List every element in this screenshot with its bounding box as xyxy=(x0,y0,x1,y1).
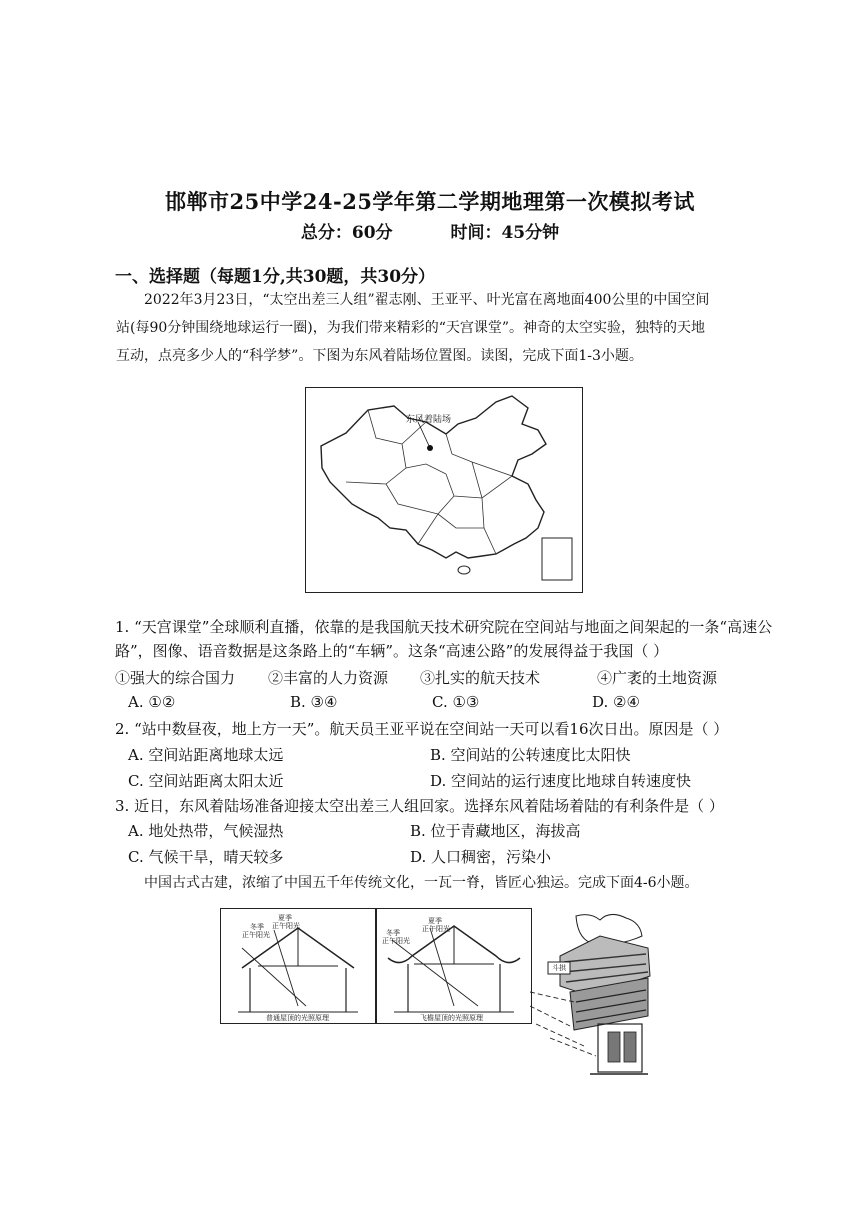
section-heading: 一、选择题（每题1分,共30题，共30分） xyxy=(115,267,436,287)
intro-4-6: 中国古式古建，浓缩了中国五千年传统文化，一瓦一脊，皆匠心独运。完成下面4-6小题。 xyxy=(144,875,699,891)
intro-line-3: 互动，点亮多少人的“科学梦”。下图为东风着陆场位置图。读图，完成下面1-3小题。 xyxy=(116,348,643,364)
roof-figure-divider xyxy=(375,908,377,1024)
q2-option-d: D. 空间站的运行速度比地球自转速度快 xyxy=(430,772,692,790)
ordinary-summer-label: 夏季 xyxy=(278,914,292,922)
upturned-summer-noon: 正午阳光 xyxy=(422,925,450,933)
ordinary-winter-noon: 正午阳光 xyxy=(242,931,270,939)
q1-option-b: B. ③④ xyxy=(290,693,338,711)
upturned-roof-caption: 飞檐屋顶的光照原理 xyxy=(420,1014,483,1022)
q3-option-d: D. 人口稠密，污染小 xyxy=(410,848,552,866)
q1-option-c: C. ①③ xyxy=(432,693,480,711)
intro-line-2: 站(每90分钟围绕地球运行一圈)，为我们带来精彩的“天宫课堂”。神奇的太空实验，独特的天地 xyxy=(116,320,706,336)
total-score: 总分：60分 xyxy=(300,223,393,243)
exam-title: 邯郸市25中学24-25学年第二学期地理第一次模拟考试 xyxy=(165,189,695,214)
q1-option-a: A. ①② xyxy=(128,693,176,711)
upturned-winter-label: 冬季 xyxy=(386,929,400,937)
q3-option-a: A. 地处热带，气候湿热 xyxy=(128,822,284,840)
exam-time: 时间：45分钟 xyxy=(450,223,560,243)
intro-line-1: 2022年3月23日，“太空出差三人组”翟志刚、王亚平、叶光富在离地面400公里的中国空间 xyxy=(144,292,710,308)
map-label-dongfeng: 东风着陆场 xyxy=(406,415,452,425)
q3-option-c: C. 气候干旱，晴天较多 xyxy=(128,848,284,866)
q1-item-4: ④广袤的土地资源 xyxy=(597,669,718,687)
ordinary-winter-label: 冬季 xyxy=(250,923,264,931)
ordinary-summer-noon: 正午阳光 xyxy=(272,922,300,930)
q2-option-b: B. 空间站的公转速度比太阳快 xyxy=(430,746,631,764)
china-map-figure xyxy=(305,387,583,593)
upturned-eave-roof-diagram xyxy=(378,910,530,1022)
q2-stem: 2. “站中数昼夜，地上方一天”。航天员王亚平说在空间站一天可以看16次日出。原因是（ ） xyxy=(115,720,729,738)
q1-line1: 1. “天宫课堂”全球顺利直播，依靠的是我国航天技术研究院在空间站与地面之间架起的一条“高速公 xyxy=(115,618,773,636)
ancient-building-illustration xyxy=(530,906,670,1084)
bracket-sign: 斗拱 xyxy=(552,964,566,972)
q1-item-1: ①强大的综合国力 xyxy=(115,669,236,687)
q1-item-3: ③扎实的航天技术 xyxy=(420,669,541,687)
q3-option-b: B. 位于青藏地区，海拔高 xyxy=(410,822,581,840)
exam-meta xyxy=(0,218,860,243)
q1-line2: 路”，图像、语音数据是这条路上的“车辆”。这条“高速公路”的发展得益于我国（ ） xyxy=(115,642,669,660)
upturned-winter-noon: 正午阳光 xyxy=(382,937,410,945)
q2-option-c: C. 空间站距离太阳太近 xyxy=(128,772,284,790)
q3-stem: 3. 近日，东风着陆场准备迎接太空出差三人组回家。选择东风着陆场着陆的有利条件是（ ） xyxy=(115,797,724,815)
q2-option-a: A. 空间站距离地球太远 xyxy=(128,746,284,764)
q1-item-2: ②丰富的人力资源 xyxy=(268,669,389,687)
ordinary-roof-caption: 普通屋顶的光照原理 xyxy=(266,1014,329,1022)
q1-option-d: D. ②④ xyxy=(592,693,640,711)
upturned-summer-label: 夏季 xyxy=(428,917,442,925)
